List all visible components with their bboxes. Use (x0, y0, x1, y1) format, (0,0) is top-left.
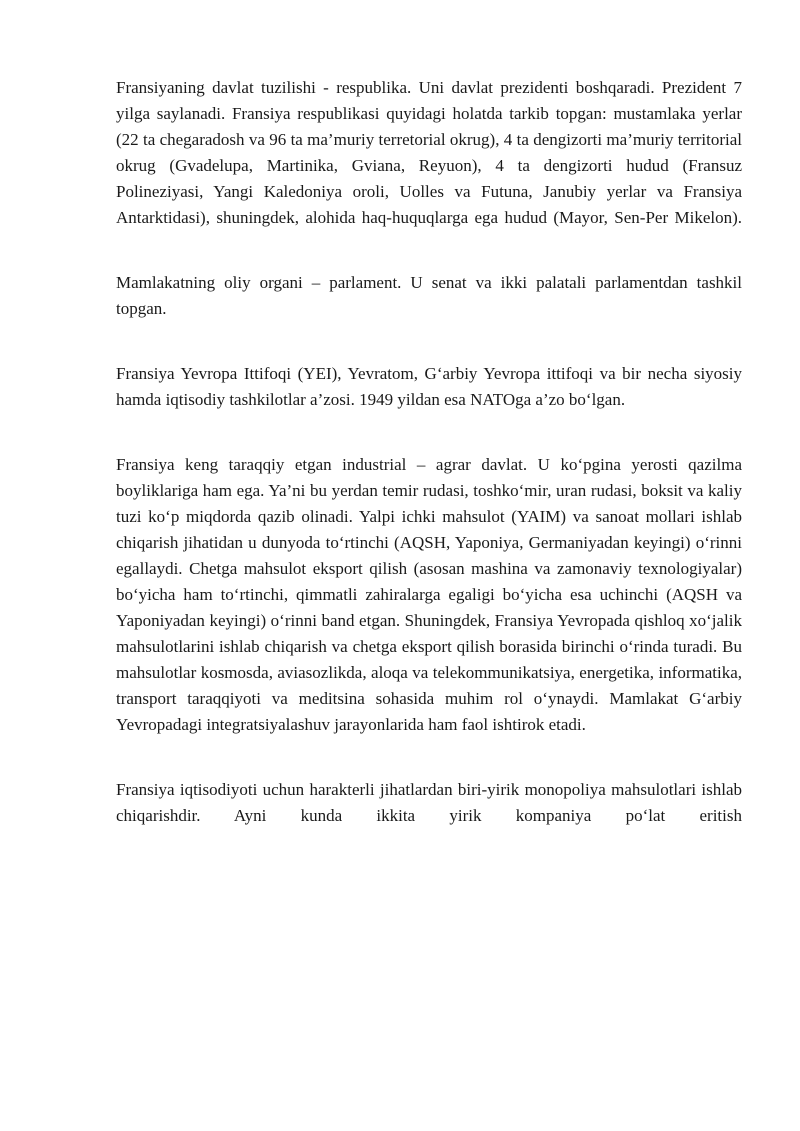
paragraph-gap (116, 738, 742, 777)
paragraph-state-structure: Fransiyaning davlat tuzilishi - respublika. Uni davlat prezidenti boshqaradi. Prezident 7 yilga saylanadi. Fransiya respublikasi quyidagi holatda tarkib topgan: mustamlaka yerlar (22 ta chegaradosh va 96 ta ma’muriy terretorial okrug), 4 ta dengizorti ma’muriy territorial okrug (Gvadelupa, Martinika, Gviana, Reyuon), 4 ta dengizorti hudud (Fransuz Polineziyasi, Yangi Kaledoniya oroli, Uolles va Futuna, Janubiy yerlar va Fransiya Antarktidasi), shuningdek, alohida haq-huquqlarga ega hudud (Mayor, Sen-Per Mikelon). (116, 78, 742, 227)
paragraph-gap (116, 413, 742, 452)
paragraph-monopolies: Fransiya iqtisodiyoti uchun harakterli jihatlardan biri-yirik monopoliya mahsulotlari ishlab chiqarishdir. Ayni kunda ikkita yirik kompaniya po‘lat eritish (116, 780, 742, 825)
paragraph-memberships: Fransiya Yevropa Ittifoqi (YEI), Yevratom, G‘arbiy Yevropa ittifoqi va bir necha siyosiy hamda iqtisodiy tashkilotlar a’zosi. 1949 yildan esa NATOga a’zo bo‘lgan. (116, 364, 742, 409)
paragraph-gap (116, 231, 742, 270)
paragraph-economy: Fransiya keng taraqqiy etgan industrial – agrar davlat. U ko‘pgina yerosti qazilma boyliklariga ham ega. Ya’ni bu yerdan temir rudasi, toshko‘mir, uran rudasi, boksit va kaliy tuzi ko‘p miqdorda qazib olinadi. Yalpi ichki mahsulot (YAIM) va sanoat mollari ishlab chiqarish jihatidan u dunyoda to‘rtinchi (AQSH, Yaponiya, Germaniyadan keyingi) o‘rinni egallaydi. Chetga mahsulot eksport qilish (asosan mashina va zamonaviy texnologiyalar) bo‘yicha ham to‘rtinchi, qimmatli zahiralarga egaligi bo‘yicha esa uchinchi (AQSH va Yaponiyadan keyingi) o‘rinni band etgan. Shuningdek, Fransiya Yevropada qishloq xo‘jalik mahsulotlarini ishlab chiqarish va chetga eksport qilish borasida birinchi o‘rinda turadi. Bu mahsulotlar kosmosda, aviasozlikda, aloqa va telekommunikatsiya, energetika, informatika, transport taraqqiyoti va meditsina sohasida muhim rol o‘ynaydi. Mamlakat G‘arbiy Yevropadagi integratsiyalashuv jarayonlarida ham faol ishtirok etadi. (116, 455, 742, 734)
paragraph-gap (116, 322, 742, 361)
paragraph-parliament: Mamlakatning oliy organi – parlament. U senat va ikki palatali parlamentdan tashkil topgan. (116, 273, 742, 318)
document-body (116, 75, 742, 829)
